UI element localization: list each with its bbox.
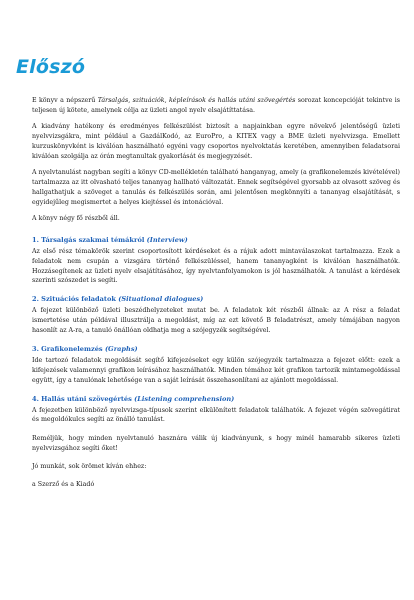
- section-heading: [32, 395, 400, 405]
- section-1: [32, 236, 400, 287]
- section-3: [32, 345, 400, 386]
- section-4: [32, 395, 400, 426]
- section-text: A fejezet különböző üzleti beszédhelyzeteket mutat be. A feladatok két részből állnak: az A rész a feladat ismertetése után példával illusztrálja a megoldást, míg az ezt követő B feladatrészt, amely témájában nagyon hasonlít az A-ra, a tanuló önállóan oldhatja meg a szójegyzék segítségével.: [32, 307, 400, 335]
- section-heading-hu: 2. Szituációs feladatok: [32, 295, 119, 304]
- section-heading: [32, 295, 400, 305]
- section-text: A fejezetben különböző nyelvvizsga-típusok szerint elkülönített feladatok találhatók. A fejezet végén szövegátirat és megoldókulcs segíti az önálló tanulást.: [32, 406, 400, 424]
- section-text: Ide tartozó feladatok megoldását segítő kifejezéseket egy külön szójegyzék tartalmazza a fejezet előtt: ezek a kifejezések valamennyi grafikon leírásához használhatók. Minden témához két grafikon tartozik mintamegoldással együtt, így a tanulónak lehetősége van a saját leírását összehasonlítani az ajánlott megoldással.: [32, 356, 400, 384]
- section-heading-hu: 1. Társalgás szakmai témákról: [32, 235, 147, 244]
- section-heading-hu: 4. Hallás utáni szövegértés: [32, 394, 135, 403]
- series-title: Társalgás, szituációk, képleírások és hallás utáni szövegértés: [97, 97, 296, 104]
- section-heading-en: (Listening comprehension): [134, 394, 235, 403]
- page-title: Előszó: [16, 56, 86, 78]
- section-heading-hu: 3. Grafikonelemzés: [32, 345, 105, 354]
- intro-p1-post: sorozat koncepcióját tekintve is teljesen új kötete, amelynek célja az üzleti angol nyelv elsajátíttatása.: [32, 97, 400, 114]
- section-heading-en: (Graphs): [104, 345, 138, 354]
- closing-paragraph-2: Jó munkát, sok örömet kíván ehhez:: [32, 463, 147, 471]
- section-heading: [32, 345, 400, 355]
- section-heading-en: (Situational dialogues): [118, 295, 204, 304]
- section-text: Az első rész témakörök szerint csoportosított kérdéseket és a rájuk adott mintaválaszokat tartalmazza. Ezek a feladatok nem csupán a vizsgára történő felkészüléssel, hanem tananyagként is kiválóan használhatók. Hozzásegítenek az üzleti nyelv elsajátításához, így nyelvtanfolyamokon is jól használhatók. A tanulást a kérdések szerinti szószedet is segíti.: [32, 247, 400, 285]
- intro-paragraph-4: A könyv négy fő részből áll.: [32, 214, 120, 222]
- intro-p1-pre: E könyv a népszerű: [32, 97, 98, 104]
- signature: a Szerző és a Kiadó: [32, 481, 95, 489]
- section-heading: [32, 236, 400, 246]
- intro-paragraph-2: A kiadvány hatékony és eredményes felkészülést biztosít a napjainkban egyre növekvő jelentőségű üzleti nyelvvizsgákra, mint például a GazdálKodó, az EuroPro, a KITEX vagy a BME üzleti nyelvvizsga. Emellett kurzuskönyvként is kiválóan használható egyéni vagy csoportos nyelvoktatás keretében, amennyiben feladatsorai kiválóan szolgálja az órán megtanultak gyakorlását és megjegyzését.: [32, 123, 400, 160]
- section-heading-en: (Interview): [146, 235, 188, 244]
- document-body: [32, 96, 400, 498]
- section-2: [32, 295, 400, 336]
- closing: [32, 434, 400, 490]
- intro-paragraph-3: A nyelvtanulást nagyban segíti a könyv CD-mellékletén található hanganyag, amely (a grafikonelemzés kivételével) tartalmazza az itt olvasható teljes tananyag hallható változatát. Ennek segítségével gyorsabb az olvasott szöveg és hallgathatjuk a szöveget a tanulás és felkészülés során, ami jelentősen megkönnyíti a tananyag elsajátítását, s egyidejűleg megismertet a helyes kiejtéssel és intonációval.: [32, 169, 400, 206]
- intro-paragraph-1: [32, 96, 400, 116]
- closing-paragraph-1: Reméljük, hogy minden nyelvtanuló hasznára válik új kiadványunk, s hogy minél hamarabb sikeres üzleti nyelvvizsgához segíti őket!: [32, 435, 400, 453]
